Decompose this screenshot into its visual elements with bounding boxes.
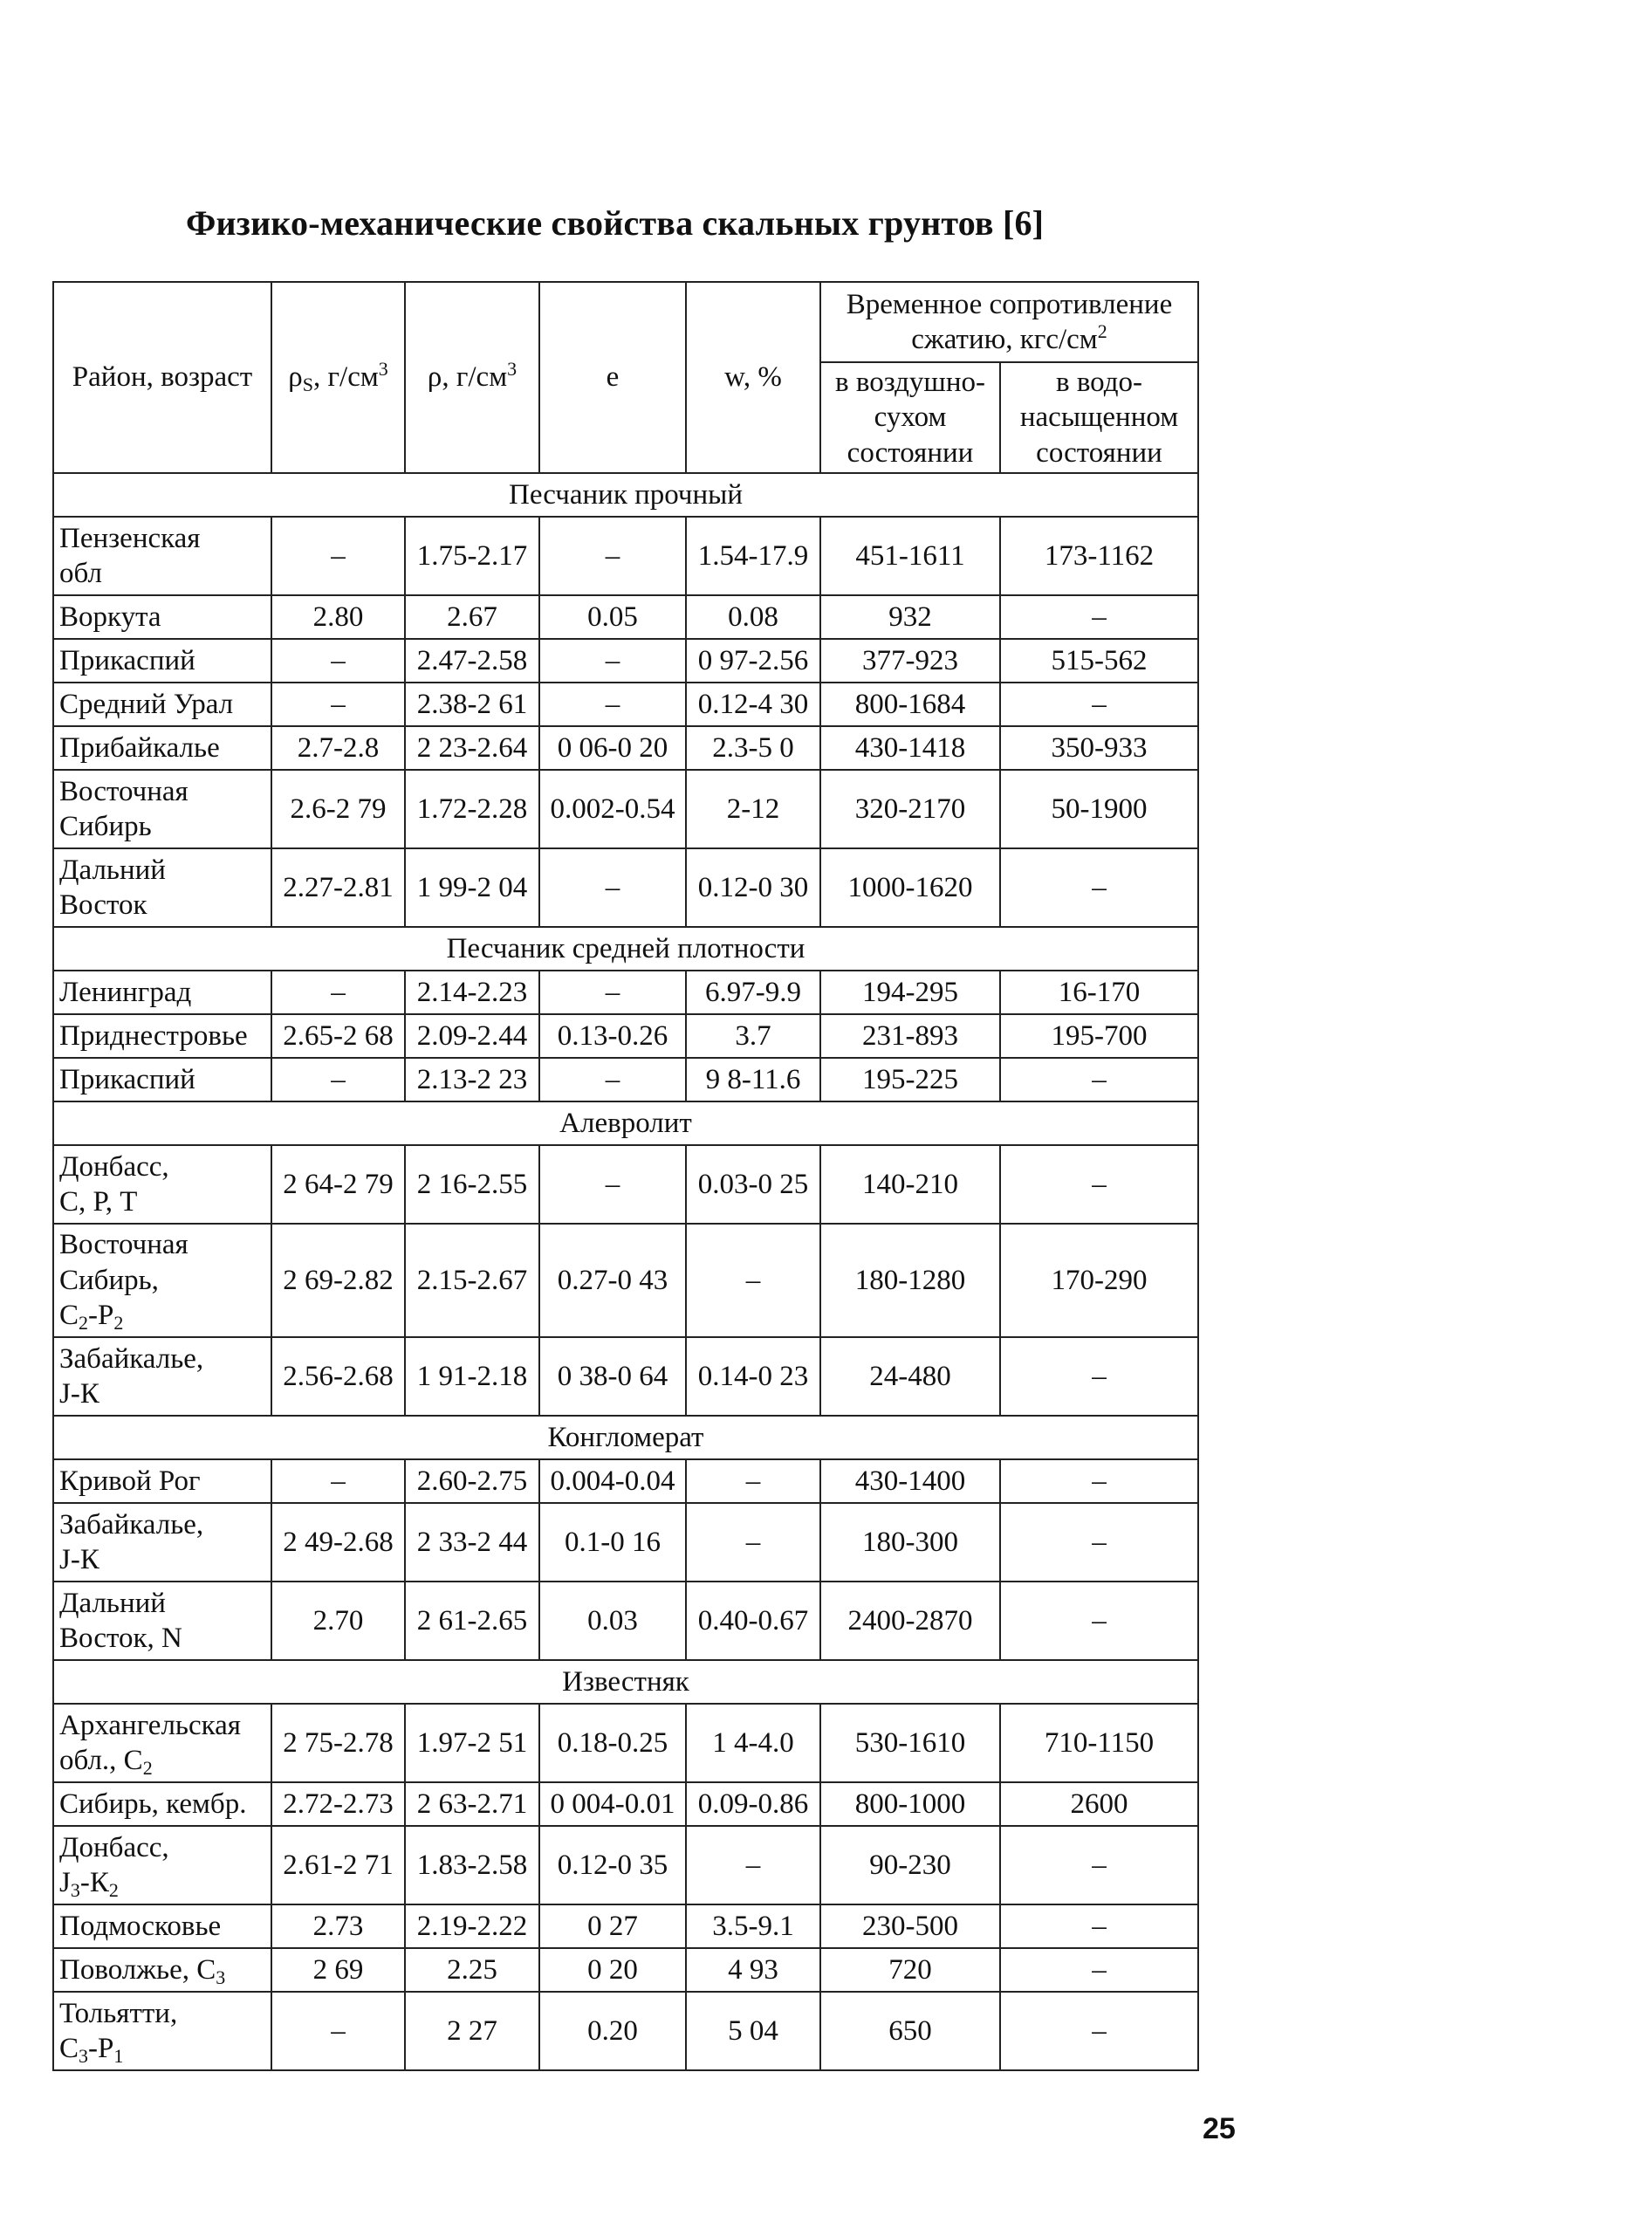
cell-e: 0.004-0.04 [539, 1459, 686, 1503]
cell-e: – [539, 848, 686, 927]
cell-region: Сибирь, кембр. [53, 1782, 271, 1826]
cell-air: 231-893 [820, 1014, 1000, 1058]
cell-e: – [539, 683, 686, 726]
cell-w: 2-12 [686, 770, 820, 848]
cell-w: 0.09-0.86 [686, 1782, 820, 1826]
cell-rho-s: 2 69-2.82 [271, 1224, 405, 1337]
cell-rho-s: 2.61-2 71 [271, 1826, 405, 1904]
section-row [53, 473, 1198, 517]
cell-w: 0.08 [686, 595, 820, 639]
cell-e: 0 20 [539, 1948, 686, 1992]
table-row [53, 1904, 1198, 1948]
table-row [53, 683, 1198, 726]
cell-rho: 2.19-2.22 [405, 1904, 539, 1948]
header-rho-s: $\rho_S$, $г/см^3$ [271, 282, 405, 473]
cell-e: 0 06-0 20 [539, 726, 686, 770]
cell-rho-s: – [271, 1992, 405, 2070]
cell-rho-s: – [271, 639, 405, 683]
cell-air: 180-1280 [820, 1224, 1000, 1337]
cell-region: Забайкалье, J-К [53, 1503, 271, 1582]
table-row [53, 517, 1198, 595]
cell-region: Архангельская обл., $С_2$ [53, 1704, 271, 1782]
cell-rho: 2 16-2.55 [405, 1145, 539, 1224]
cell-rho-s: 2.65-2 68 [271, 1014, 405, 1058]
header-row-top [53, 282, 1198, 362]
table-row [53, 1948, 1198, 1992]
cell-region: Забайкалье, J-К [53, 1337, 271, 1416]
cell-rho: 1.72-2.28 [405, 770, 539, 848]
cell-air: 2400-2870 [820, 1582, 1000, 1660]
cell-e: 0.20 [539, 1992, 686, 2070]
cell-air: 320-2170 [820, 770, 1000, 848]
cell-rho-s: 2.80 [271, 595, 405, 639]
cell-sat: – [1000, 1826, 1198, 1904]
cell-e: 0.1-0 16 [539, 1503, 686, 1582]
cell-region: Восточная Сибирь, $С_2-Р_2$ [53, 1224, 271, 1337]
cell-air: 140-210 [820, 1145, 1000, 1224]
cell-w: 0 97-2.56 [686, 639, 820, 683]
cell-rho-s: 2 64-2 79 [271, 1145, 405, 1224]
cell-rho-s: 2.7-2.8 [271, 726, 405, 770]
table-row [53, 770, 1198, 848]
cell-rho: 1 91-2.18 [405, 1337, 539, 1416]
table-row [53, 1503, 1198, 1582]
section-row [53, 1416, 1198, 1459]
cell-w: 0.40-0.67 [686, 1582, 820, 1660]
cell-w: – [686, 1503, 820, 1582]
cell-e: 0 27 [539, 1904, 686, 1948]
cell-region: Дальний Восток, N [53, 1582, 271, 1660]
cell-rho-s: 2.27-2.81 [271, 848, 405, 927]
cell-air: 451-1611 [820, 517, 1000, 595]
cell-region: Пензенская обл [53, 517, 271, 595]
cell-rho: 2 63-2.71 [405, 1782, 539, 1826]
cell-rho: 2.09-2.44 [405, 1014, 539, 1058]
cell-rho-s: 2 69 [271, 1948, 405, 1992]
cell-air: 230-500 [820, 1904, 1000, 1948]
cell-air: 180-300 [820, 1503, 1000, 1582]
cell-region: Приднестровье [53, 1014, 271, 1058]
cell-region: Тольятти, $С_3-Р_1$ [53, 1992, 271, 2070]
header-rho: ρ, $г/см^3$ [405, 282, 539, 473]
cell-sat: – [1000, 1992, 1198, 2070]
cell-rho-s: – [271, 1058, 405, 1101]
cell-rho-s: 2.70 [271, 1582, 405, 1660]
cell-rho: 2 61-2.65 [405, 1582, 539, 1660]
cell-region: Восточная Сибирь [53, 770, 271, 848]
header-air-dry: в воздушно- сухом состоянии [820, 362, 1000, 473]
table-row [53, 1459, 1198, 1503]
cell-air: 650 [820, 1992, 1000, 2070]
cell-e: – [539, 1145, 686, 1224]
cell-sat: 515-562 [1000, 639, 1198, 683]
cell-region: Поволжье, $С_3$ [53, 1948, 271, 1992]
cell-air: 800-1684 [820, 683, 1000, 726]
cell-w: 0.14-0 23 [686, 1337, 820, 1416]
cell-sat: 2600 [1000, 1782, 1198, 1826]
cell-rho: 2 23-2.64 [405, 726, 539, 770]
cell-air: 1000-1620 [820, 848, 1000, 927]
cell-region: Кривой Рог [53, 1459, 271, 1503]
section-row [53, 1660, 1198, 1704]
cell-region: Дальний Восток [53, 848, 271, 927]
cell-w: – [686, 1224, 820, 1337]
cell-w: 3.5-9.1 [686, 1904, 820, 1948]
cell-e: – [539, 1058, 686, 1101]
table-row [53, 639, 1198, 683]
cell-rho-s: 2.6-2 79 [271, 770, 405, 848]
table-row [53, 1224, 1198, 1337]
cell-e: 0.03 [539, 1582, 686, 1660]
cell-rho-s: 2 75-2.78 [271, 1704, 405, 1782]
cell-sat: – [1000, 1948, 1198, 1992]
cell-w: – [686, 1459, 820, 1503]
cell-w: 1.54-17.9 [686, 517, 820, 595]
cell-region: Донбасс, С, Р, Т [53, 1145, 271, 1224]
table-row [53, 1826, 1198, 1904]
section-title: Известняк [53, 1660, 1198, 1704]
properties-table [52, 281, 1199, 2071]
section-row [53, 1101, 1198, 1145]
cell-air: 430-1400 [820, 1459, 1000, 1503]
cell-rho: 2.38-2 61 [405, 683, 539, 726]
table-row [53, 1145, 1198, 1224]
cell-air: 90-230 [820, 1826, 1000, 1904]
cell-e: 0.27-0 43 [539, 1224, 686, 1337]
cell-w: 1 4-4.0 [686, 1704, 820, 1782]
cell-rho: 2.67 [405, 595, 539, 639]
cell-sat: 170-290 [1000, 1224, 1198, 1337]
cell-sat: 16-170 [1000, 971, 1198, 1014]
cell-rho: 2.47-2.58 [405, 639, 539, 683]
table-row [53, 848, 1198, 927]
cell-region: Воркута [53, 595, 271, 639]
cell-region: Средний Урал [53, 683, 271, 726]
cell-air: 194-295 [820, 971, 1000, 1014]
header-saturated: в водо- насыщенном состоянии [1000, 362, 1198, 473]
cell-sat: 350-933 [1000, 726, 1198, 770]
cell-rho: 2.60-2.75 [405, 1459, 539, 1503]
cell-w: – [686, 1826, 820, 1904]
cell-w: 0.03-0 25 [686, 1145, 820, 1224]
cell-rho: 2.14-2.23 [405, 971, 539, 1014]
table-row [53, 1337, 1198, 1416]
header-strength-group: Временное сопротивление сжатию, кгс/$см^2$ [820, 282, 1198, 362]
table-body [53, 282, 1198, 2070]
cell-e: 0 38-0 64 [539, 1337, 686, 1416]
header-w: w, % [686, 282, 820, 473]
cell-sat: 50-1900 [1000, 770, 1198, 848]
table-row [53, 1782, 1198, 1826]
cell-rho: 2.15-2.67 [405, 1224, 539, 1337]
cell-rho: 1 99-2 04 [405, 848, 539, 927]
cell-sat: – [1000, 1459, 1198, 1503]
cell-rho-s: 2.56-2.68 [271, 1337, 405, 1416]
cell-sat: – [1000, 1145, 1198, 1224]
cell-air: 932 [820, 595, 1000, 639]
table-row [53, 595, 1198, 639]
table-row [53, 1704, 1198, 1782]
table-row [53, 1014, 1198, 1058]
cell-rho-s: 2.73 [271, 1904, 405, 1948]
cell-region: Подмосковье [53, 1904, 271, 1948]
cell-region: Прибайкалье [53, 726, 271, 770]
page-number: 25 [1203, 2112, 1236, 2145]
cell-rho: 1.97-2 51 [405, 1704, 539, 1782]
table-row [53, 1992, 1198, 2070]
cell-w: 2.3-5 0 [686, 726, 820, 770]
cell-rho: 1.83-2.58 [405, 1826, 539, 1904]
cell-air: 430-1418 [820, 726, 1000, 770]
cell-sat: – [1000, 848, 1198, 927]
cell-rho: 2.13-2 23 [405, 1058, 539, 1101]
section-title: Алевролит [53, 1101, 1198, 1145]
cell-region: Прикаспий [53, 1058, 271, 1101]
table-row [53, 726, 1198, 770]
cell-e: – [539, 517, 686, 595]
cell-w: 0.12-0 30 [686, 848, 820, 927]
cell-rho-s: – [271, 683, 405, 726]
cell-region: Прикаспий [53, 639, 271, 683]
cell-air: 800-1000 [820, 1782, 1000, 1826]
cell-rho: 2.25 [405, 1948, 539, 1992]
cell-sat: – [1000, 683, 1198, 726]
cell-w: 3.7 [686, 1014, 820, 1058]
table-row [53, 1058, 1198, 1101]
cell-w: 0.12-4 30 [686, 683, 820, 726]
cell-w: 4 93 [686, 1948, 820, 1992]
cell-sat: 710-1150 [1000, 1704, 1198, 1782]
cell-e: 0.002-0.54 [539, 770, 686, 848]
cell-sat: – [1000, 595, 1198, 639]
cell-e: – [539, 971, 686, 1014]
cell-w: 9 8-11.6 [686, 1058, 820, 1101]
cell-region: Донбасс, $J_3-К_2$ [53, 1826, 271, 1904]
cell-air: 24-480 [820, 1337, 1000, 1416]
cell-sat: – [1000, 1058, 1198, 1101]
page-title: Физико-механические свойства скальных грунтов [6] [186, 203, 1045, 243]
cell-sat: 173-1162 [1000, 517, 1198, 595]
cell-e: 0.05 [539, 595, 686, 639]
cell-air: 530-1610 [820, 1704, 1000, 1782]
cell-rho-s: 2.72-2.73 [271, 1782, 405, 1826]
cell-rho-s: – [271, 971, 405, 1014]
cell-e: 0.18-0.25 [539, 1704, 686, 1782]
cell-air: 720 [820, 1948, 1000, 1992]
cell-e: – [539, 639, 686, 683]
cell-sat: 195-700 [1000, 1014, 1198, 1058]
header-region: Район, возраст [53, 282, 271, 473]
cell-w: 5 04 [686, 1992, 820, 2070]
cell-rho: 2 33-2 44 [405, 1503, 539, 1582]
cell-e: 0 004-0.01 [539, 1782, 686, 1826]
section-title: Конгломерат [53, 1416, 1198, 1459]
cell-sat: – [1000, 1904, 1198, 1948]
section-title: Песчаник прочный [53, 473, 1198, 517]
cell-rho: 1.75-2.17 [405, 517, 539, 595]
section-title: Песчаник средней плотности [53, 927, 1198, 971]
cell-air: 377-923 [820, 639, 1000, 683]
cell-rho-s: – [271, 1459, 405, 1503]
cell-rho: 2 27 [405, 1992, 539, 2070]
cell-e: 0.12-0 35 [539, 1826, 686, 1904]
table-row [53, 971, 1198, 1014]
cell-region: Ленинград [53, 971, 271, 1014]
cell-rho-s: 2 49-2.68 [271, 1503, 405, 1582]
table-row [53, 1582, 1198, 1660]
cell-sat: – [1000, 1337, 1198, 1416]
cell-sat: – [1000, 1503, 1198, 1582]
cell-rho-s: – [271, 517, 405, 595]
header-e: e [539, 282, 686, 473]
cell-e: 0.13-0.26 [539, 1014, 686, 1058]
section-row [53, 927, 1198, 971]
cell-sat: – [1000, 1582, 1198, 1660]
cell-w: 6.97-9.9 [686, 971, 820, 1014]
cell-air: 195-225 [820, 1058, 1000, 1101]
